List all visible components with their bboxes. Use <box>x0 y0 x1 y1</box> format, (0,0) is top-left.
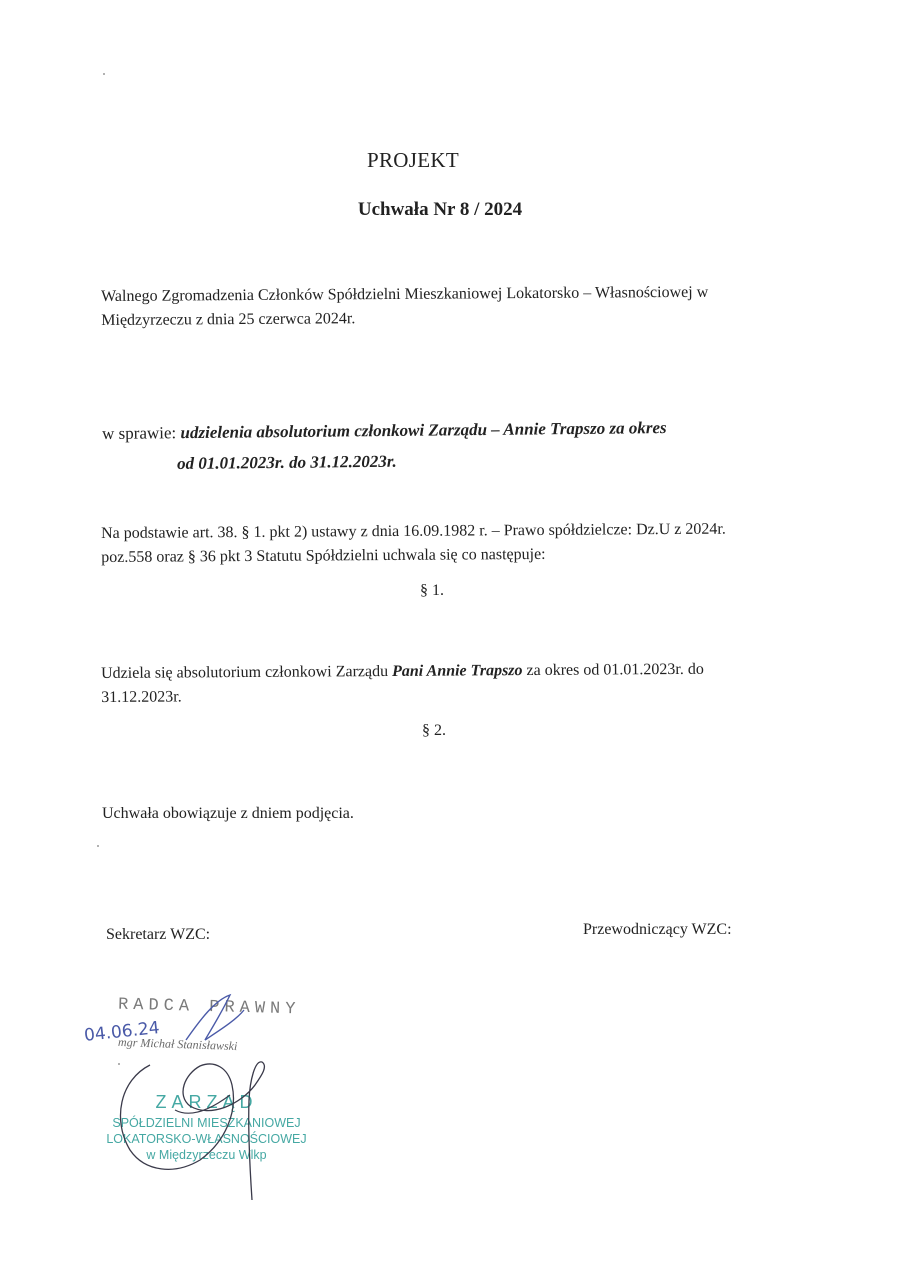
basis-line-2: poz.558 oraz § 36 pkt 3 Statutu Spółdzielni uchwala się co następuje: <box>101 545 546 566</box>
scan-speck <box>103 73 105 75</box>
handwritten-date: 04.06.24 <box>83 1018 161 1046</box>
chairman-label: Przewodniczący WZC: <box>583 921 732 938</box>
subject-line-2: od 01.01.2023r. do 31.12.2023r. <box>177 451 397 473</box>
legal-counsel-name: mgr Michał Stanisławski <box>117 1034 238 1054</box>
legal-basis-paragraph <box>101 518 726 570</box>
project-label: PROJEKT <box>367 148 459 172</box>
secretary-label: Sekretarz WZC: <box>106 926 211 943</box>
section-1-heading: § 1. <box>420 582 444 599</box>
intro-line-1: Walnego Zgromadzenia Członków Spółdzielni Mieszkaniowej Lokatorsko – Własnościowej w <box>101 283 709 305</box>
scan-speck <box>118 1063 120 1065</box>
subject-line-1 <box>102 418 667 444</box>
legal-counsel-stamp: RADCA PRAWNY <box>117 995 301 1020</box>
grant-line-2: 31.12.2023r. <box>101 688 182 706</box>
scan-speck <box>97 845 99 847</box>
board-stamp-line-3: w Międzyrzeczu Wlkp <box>146 1148 267 1162</box>
section-2-text: Uchwała obowiązuje z dniem podjęcia. <box>102 805 354 822</box>
section-1-text <box>101 658 704 710</box>
grant-text-before: Udziela się absolutorium członkowi Zarządu <box>101 662 393 682</box>
intro-paragraph <box>101 281 708 333</box>
subject-title: udzielenia absolutorium członkowi Zarządu – Annie Trapszo za okres <box>180 418 667 443</box>
section-2-heading: § 2. <box>422 722 446 739</box>
grant-line-1 <box>101 658 704 686</box>
board-stamp-title: ZARZĄD <box>155 1092 258 1112</box>
board-stamp <box>104 1092 309 1163</box>
subject-prefix: w sprawie: <box>102 423 181 443</box>
board-stamp-line-1: SPÓŁDZIELNI MIESZKANIOWEJ <box>112 1116 301 1130</box>
intro-line-2: Międzyrzeczu z dnia 25 czerwca 2024r. <box>101 310 356 329</box>
resolution-title: Uchwała Nr 8 / 2024 <box>357 199 523 220</box>
grant-text-after: za okres od 01.01.2023r. do <box>522 660 704 680</box>
basis-line-1: Na podstawie art. 38. § 1. pkt 2) ustawy z dnia 16.09.1982 r. – Prawo spółdzielcze: Dz.U z 2024r. <box>101 520 726 542</box>
grant-person: Pani Annie Trapszo <box>392 662 523 680</box>
board-stamp-line-2: LOKATORSKO-WŁASNOŚCIOWEJ <box>106 1132 307 1146</box>
